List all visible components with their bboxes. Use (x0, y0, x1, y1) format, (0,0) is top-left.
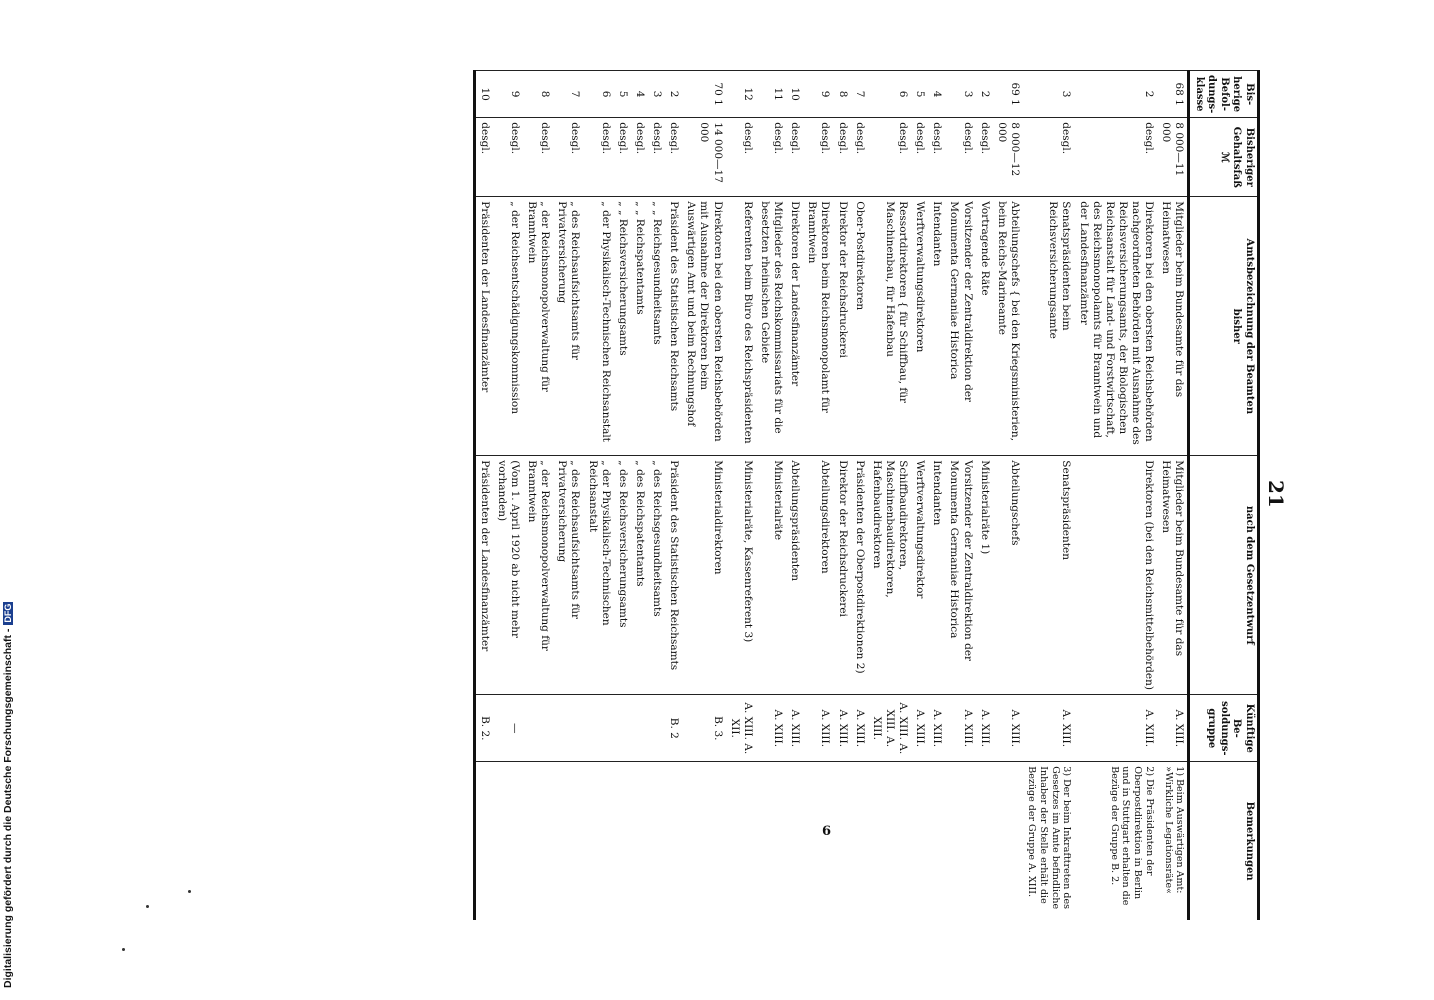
title-bisher: „ der Reichsmonopolverwaltung für Branntwein (523, 197, 553, 456)
salary-range: 14 000—17 000 (682, 118, 725, 197)
remark (786, 762, 803, 920)
future-group (631, 695, 648, 762)
table-row (631, 71, 648, 921)
remark (834, 762, 851, 920)
future-group: A. XIII. (786, 695, 803, 762)
future-group: A. XIII. (1157, 695, 1189, 762)
side-page-mark: 6 (822, 824, 832, 839)
table-row (614, 71, 631, 921)
header-class: Bis-herige Befol-dungs-klasse (1189, 71, 1259, 118)
future-group: A. XIII. (834, 695, 851, 762)
title-entwurf: Ministerialräte 1) (976, 456, 993, 695)
title-entwurf: Abteilungschefs (993, 456, 1023, 695)
title-bisher: Intendanten (928, 197, 945, 456)
title-entwurf: Senatspräsidenten (1023, 456, 1075, 695)
title-bisher: Präsidenten der Landesfinanzämter (474, 197, 493, 456)
title-bisher: „ „ Reichsversicherungsamts (614, 197, 631, 456)
class-number: 5 (614, 71, 631, 118)
table-row (648, 71, 665, 921)
salary-range: desgl. (614, 118, 631, 197)
salary-range: desgl. (474, 118, 493, 197)
table-row (851, 71, 868, 921)
class-number: 5 (911, 71, 928, 118)
class-number: 2 (1075, 71, 1158, 118)
class-number: 2 (976, 71, 993, 118)
table-row (868, 71, 911, 921)
future-group: A. XIII. A. XIII. A. XIII. (868, 695, 911, 762)
title-entwurf: Schiffbaudirektoren, Maschinenbaudirektoren, Hafenbaudirektoren (868, 456, 911, 695)
table-row (911, 71, 928, 921)
salary-range: desgl. (786, 118, 803, 197)
future-group: A. XIII. (928, 695, 945, 762)
future-group (614, 695, 631, 762)
future-group: A. XIII. (911, 695, 928, 762)
title-bisher: Vorsitzender der Zentraldirektion der Monumenta Germaniae Historica (945, 197, 975, 456)
remark (993, 762, 1023, 920)
future-group: A. XIII. (851, 695, 868, 762)
title-bisher: Ressortdirektoren { für Schiffbau, für Maschinenbau, für Hafenbau (868, 197, 911, 456)
table-row (1075, 71, 1158, 921)
future-group: B. 3. (682, 695, 725, 762)
header-bisher (1189, 197, 1259, 456)
table-row (726, 71, 756, 921)
table-row (945, 71, 975, 921)
salary-range: desgl. (928, 118, 945, 197)
title-bisher: Mitglieder beim Bundesamte für das Heimatwesen (1157, 197, 1189, 456)
title-entwurf: „ der Reichsmonopolverwaltung für Branntwein (523, 456, 553, 695)
table-row (756, 71, 786, 921)
dfg-logo: DFG (3, 603, 13, 623)
remark (868, 762, 911, 920)
class-number: 68 1 (1157, 71, 1189, 118)
header-amt-title: Amtsbezeichnung der Beamten (1244, 238, 1255, 415)
title-entwurf: „ des Reichsaufsichtsamts für Privatversicherung (553, 456, 583, 695)
title-entwurf: Präsidenten der Landesfinanzämter (474, 456, 493, 695)
future-group: B. 2. (474, 695, 493, 762)
future-group (523, 695, 553, 762)
title-bisher: Referenten beim Büro des Reichspräsidenten (726, 197, 756, 456)
header-entwurf: nach dem Gesetzentwurf (1189, 456, 1259, 695)
header-salary: Bisheriger Gehaltsfaß ℳ (1189, 118, 1259, 197)
title-entwurf: Vorsitzender der Zentraldirektion der Monumenta Germaniae Historica (945, 456, 975, 695)
remark (976, 762, 993, 920)
future-group: A. XIII. (976, 695, 993, 762)
title-bisher: Ober-Postdirektoren (851, 197, 868, 456)
class-number: 3 (648, 71, 665, 118)
title-entwurf: Direktor der Reichsdruckerei (834, 456, 851, 695)
title-bisher: Mitglieder des Reichskommissariats für die besetzten rheinischen Gebiete (756, 197, 786, 456)
future-group: A. XIII. (756, 695, 786, 762)
salary-range: 8 000—11 000 (1157, 118, 1189, 197)
footer-credit (2, 8, 18, 988)
title-bisher: „ des Reichsaufsichtsamts für Privatversicherung (553, 197, 583, 456)
class-number: 8 (523, 71, 553, 118)
table-row (993, 71, 1023, 921)
salary-range: desgl. (1023, 118, 1075, 197)
table-row (584, 71, 614, 921)
class-number: 4 (631, 71, 648, 118)
title-bisher: Direktor der Reichsdruckerei (834, 197, 851, 456)
title-entwurf: „ des Reichspatentamts (631, 456, 648, 695)
title-entwurf: Direktoren (bei den Reichsmittelbehörden) (1075, 456, 1158, 695)
future-group: A. XIII. (803, 695, 833, 762)
table-row (834, 71, 851, 921)
class-number: 6 (584, 71, 614, 118)
remark (584, 762, 614, 920)
table-row (803, 71, 833, 921)
class-number: 4 (928, 71, 945, 118)
remark: 3) Der beim Inkrafttreten des Gesetzes im Amte befindliche Inhaber der Stelle erhält die Bezüge der Gruppe A. XIII. (1023, 762, 1075, 920)
future-group (553, 695, 583, 762)
class-number: 9 (493, 71, 523, 118)
title-entwurf: „ der Physikalisch-Technischen Reichsanstalt (584, 456, 614, 695)
table-row (786, 71, 803, 921)
remark (614, 762, 631, 920)
title-bisher: Abteilungschefs { bei den Kriegsministerien, beim Reichs-Marineamte (993, 197, 1023, 456)
future-group: — (493, 695, 523, 762)
future-group: A. XIII. A. XII. (726, 695, 756, 762)
salary-range: desgl. (1075, 118, 1158, 197)
salary-range: desgl. (493, 118, 523, 197)
speck (122, 948, 125, 951)
salary-range: desgl. (584, 118, 614, 197)
title-bisher: Präsident des Statistischen Reichsamts (665, 197, 682, 456)
title-bisher: „ „ Reichsgesundheitsamts (648, 197, 665, 456)
title-bisher: „ der Physikalisch-Technischen Reichsanstalt (584, 197, 614, 456)
header-remarks: Bemerkungen (1189, 762, 1259, 920)
table-row (665, 71, 682, 921)
class-number: 12 (726, 71, 756, 118)
table-row (553, 71, 583, 921)
future-group: A. XIII. (1023, 695, 1075, 762)
salary-range: desgl. (851, 118, 868, 197)
title-entwurf: Präsidenten der Oberpostdirektionen 2) (851, 456, 868, 695)
title-entwurf: Mitglieder beim Bundesamte für das Heimatwesen (1157, 456, 1189, 695)
remark (665, 762, 682, 920)
title-bisher: „ „ Reichspatentamts (631, 197, 648, 456)
table-body (474, 71, 1189, 921)
salary-range: desgl. (868, 118, 911, 197)
title-entwurf: Abteilungsdirektoren (803, 456, 833, 695)
salary-range: desgl. (911, 118, 928, 197)
salary-range: desgl. (726, 118, 756, 197)
salary-range: desgl. (976, 118, 993, 197)
title-entwurf: Ministerialräte, Kassenreferent 3) (726, 456, 756, 695)
salary-range: desgl. (553, 118, 583, 197)
remark (648, 762, 665, 920)
future-group (584, 695, 614, 762)
title-entwurf: „ des Reichsgesundheitsamts (648, 456, 665, 695)
salary-range: desgl. (665, 118, 682, 197)
class-number: 3 (945, 71, 975, 118)
rotated-page (30, 70, 1300, 920)
header-bisher-label: bisher (1231, 308, 1243, 344)
class-number: 2 (665, 71, 682, 118)
class-number: 69 1 (993, 71, 1023, 118)
footer-credit-text: Digitalisierung gefördert durch die Deutsche Forschungsgemeinschaft - (2, 628, 14, 988)
title-bisher: „ der Reichsentschädigungskommission (493, 197, 523, 456)
future-group: A. XIII. (993, 695, 1023, 762)
salary-range: desgl. (631, 118, 648, 197)
footer (0, 0, 20, 1000)
remark (756, 762, 786, 920)
remark (726, 762, 756, 920)
title-entwurf: Ministerialdirektoren (682, 456, 725, 695)
salary-range: desgl. (523, 118, 553, 197)
salary-range: desgl. (945, 118, 975, 197)
salary-range: desgl. (756, 118, 786, 197)
page-number: 21 (1264, 480, 1288, 508)
title-bisher: Direktoren beim Reichsmonopolamt für Branntwein (803, 197, 833, 456)
title-bisher: Direktoren bei den obersten Reichsbehörden mit Ausnahme der Direktoren beim Auswärtigen Amt und beim Rechnungshof (682, 197, 725, 456)
title-bisher: Direktoren bei den obersten Reichsbehörden nachgeordneten Behörden mit Ausnahme des Reichsversicherungsamts, der Biologischen Reichsanstalt für Land- und Forstwirtschaft, des Reichsmonopolamts für Branntwein und der Landesfinanzämter (1075, 197, 1158, 456)
remark (523, 762, 553, 920)
class-number: 6 (868, 71, 911, 118)
remark: 1) Beim Auswärtigen Amt: »Wirkliche Legationsräte« (1157, 762, 1189, 920)
remark (493, 762, 523, 920)
title-bisher: Werftverwaltungsdirektoren (911, 197, 928, 456)
remark: 2) Die Präsidenten der Oberpostdirektion in Berlin und in Stuttgart erhalten die Bezüge der Gruppe B. 2. (1075, 762, 1158, 920)
class-number: 70 1 (682, 71, 725, 118)
remark (803, 762, 833, 920)
table-row (682, 71, 725, 921)
future-group: A. XIII. (945, 695, 975, 762)
title-entwurf: (Vom 1. April 1920 ab nicht mehr vorhanden) (493, 456, 523, 695)
table-row (1023, 71, 1075, 921)
remark (911, 762, 928, 920)
salary-range: desgl. (834, 118, 851, 197)
remark (631, 762, 648, 920)
title-entwurf: Präsident des Statistischen Reichsamts (665, 456, 682, 695)
title-bisher: Senatspräsidenten beim Reichsversicherungsamte (1023, 197, 1075, 456)
remark (928, 762, 945, 920)
future-group: B. 2 (665, 695, 682, 762)
future-group (648, 695, 665, 762)
class-number: 8 (834, 71, 851, 118)
class-number: 10 (474, 71, 493, 118)
title-entwurf: „ des Reichsversicherungsamts (614, 456, 631, 695)
class-number: 10 (786, 71, 803, 118)
table-row (1157, 71, 1189, 921)
title-entwurf: Werftverwaltungsdirektor (911, 456, 928, 695)
remark (851, 762, 868, 920)
class-number: 11 (756, 71, 786, 118)
class-number: 3 (1023, 71, 1075, 118)
remark (945, 762, 975, 920)
table-row (976, 71, 993, 921)
remark (474, 762, 493, 920)
title-entwurf: Intendanten (928, 456, 945, 695)
salary-table (473, 70, 1260, 920)
title-bisher: Direktoren der Landesfinanzämter (786, 197, 803, 456)
salary-range: 8 000—12 000 (993, 118, 1023, 197)
title-entwurf: Abteilungspräsidenten (786, 456, 803, 695)
remark (682, 762, 725, 920)
table-row (493, 71, 523, 921)
table-row (474, 71, 493, 921)
title-entwurf: Ministerialräte (756, 456, 786, 695)
title-bisher: Vortragende Räte (976, 197, 993, 456)
remark (553, 762, 583, 920)
salary-range: desgl. (648, 118, 665, 197)
table-row (523, 71, 553, 921)
class-number: 7 (553, 71, 583, 118)
header-gruppe: Künftige Be-soldungs-gruppe (1189, 695, 1259, 762)
class-number: 7 (851, 71, 868, 118)
class-number: 9 (803, 71, 833, 118)
table-row (928, 71, 945, 921)
salary-range: desgl. (803, 118, 833, 197)
future-group: A. XIII. (1075, 695, 1158, 762)
